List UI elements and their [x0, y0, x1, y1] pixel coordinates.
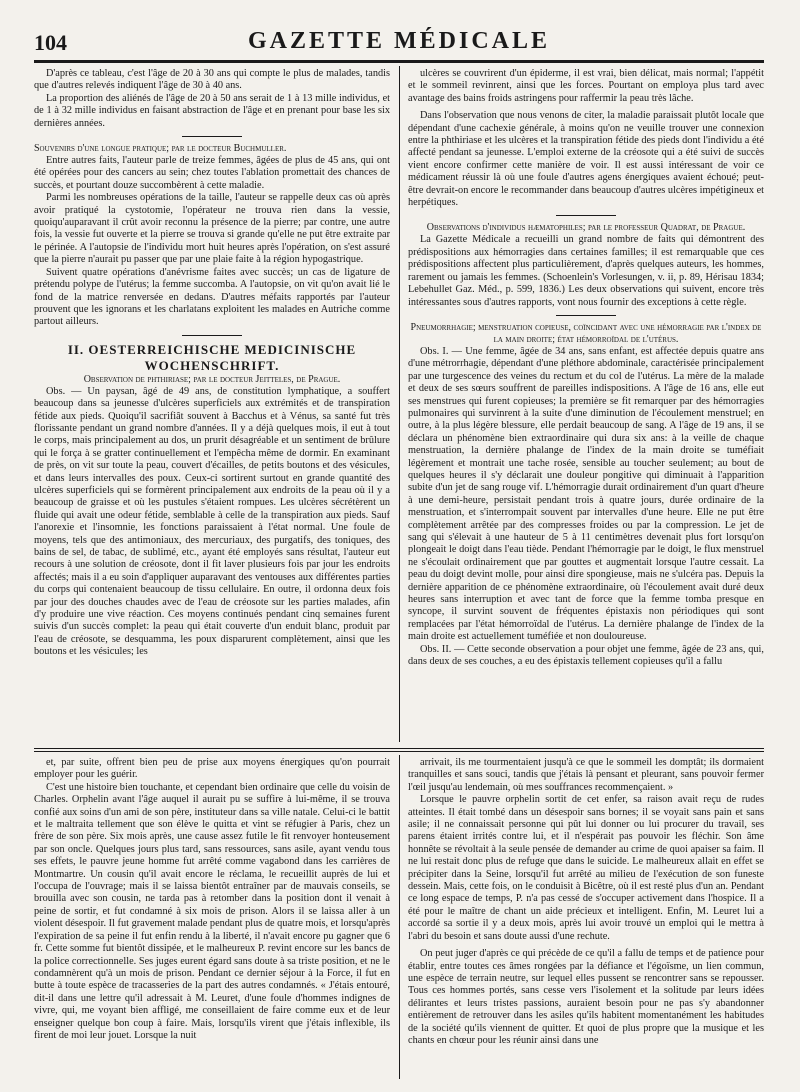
journal-title: GAZETTE MÉDICALE: [247, 28, 551, 54]
separator: [182, 335, 242, 336]
feuilleton-rule: [34, 751, 764, 752]
column-left-top: [34, 68, 390, 742]
column-divider: [399, 66, 400, 742]
column-divider: [399, 755, 400, 1079]
paragraph: Obs. I. — Une femme, âgée de 34 ans, sans enfant, est affectée depuis quatre ans d'une métrorrhagie, dépendant d'une pléthore abdominale, caractérisée principalement par une turgescence des veines du rectum et du col de l'utérus. La mère de la malade et deux de ses sœurs souffrent de pareilles indispositions. A l'âge de 16 ans, elle eut ses menstrues qui furent copieuses; la première se fit remarquer par des hémorragies pulmonaires qui survinrent à la suite d'une diminution de l'écoulement menstruel; en outre, à la plus légère blessure, elle perdait beaucoup de sang. A l'âge de 19 ans, il se déclara un phénomène bien extraordinaire qui dura six ans: à la veille de chaque menstruation, la dernière phalange de l'index de la main droite se tuméfiait légèrement et montrait une tache rosée, sensible au toucher seulement; au bout de quelques heures il s'y déclarait une douleur pongitive qui diminuait à l'apparition subite d'un jet de sang rouge vif. L'hémorragie durait ordinairement d'un quart d'heure à une demi-heure, persistait pendant trois à quatre jours, durée ordinaire de la menstruation, et s'interrompait souvent par intervalles d'une heure. Elle ne put être complètement arrêtée par des compresses froides ou par la compression. Le jet de sang qui s'élevait à une hauteur de 5 à 11 centimètres devenait plus fort lorsqu'on plongeait le doigt dans l'eau tiède. Pendant l'hémorragie par le doigt, le flux menstruel ne s'écoulait ordinairement que par gouttes et augmentait lorsque l'autre cessait. La peau du doigt devint molle, pour ainsi dire spongieuse, mais ne s'ulcéra pas. Depuis la dernière apparition de ce phénomène extraordinaire, où l'écoulement avait duré deux heures sans interruption et avec tant de force que la femme tomba presque en syncope, il survint souvent de fréquentes épistaxis non périodiques qui sont remplacées par l'état hémorroïdal de l'utérus. La dernière phalange de l'index de la main droite est actuellement tuméfiée et non douloureuse.: [408, 345, 764, 643]
column-right-bottom: [408, 757, 764, 1079]
separator: [556, 315, 616, 316]
paragraph: Parmi les nombreuses opérations de la taille, l'auteur se rappelle deux cas où après avoir pratiqué la cystotomie, l'opérateur ne trouva rien dans la vessie, quoiqu'auparavant il crût avoir reconnu la présence de la pierre; par contre, une autre fois, la vessie fut ouverte et la pierre se trouva si grande qu'elle ne put être extraite par le périnée. A l'autopsie de l'individu mort huit heures après l'opération, on s'est assuré que la pierre n'aurait pu passer que par une plaie faite à la région hypogastrique.: [34, 192, 390, 266]
paragraph: Lorsque le pauvre orphelin sortit de cet enfer, sa raison avait reçu de rudes atteintes. Il était tombé dans un désespoir sans bornes; il se voyait sans pain et sans asile; il ne connaissait personne qui pût lui donner ou lui procurer du travail, ses parens étaient irrités contre lui, et il n'espérait pas pouvoir les fléchir. Son âme honnête se révoltait à la seule pensée de demander au crime de quoi apaiser sa faim. Il ne lui restait donc plus de refuge que dans le suicide. Le malheureux allait en effet se précipiter dans la Seine, lorsqu'il fut arrêté au milieu de l'exécution de son funeste dessein. Mais, cette fois, on le conduisit à Bicêtre, où il est resté plus d'un an. Pendant ce long espace de temps, P. n'a pas cessé de s'occuper activement dans l'hospice. Il a été pour le maître de chant un aide précieux et intelligent. Enfin, M. Leuret lui a accordé sa sortie il y a deux mois, après lui avoir trouvé un emploi qui le mettra à l'abri du besoin et sans doute aussi d'une rechute.: [408, 794, 764, 942]
paragraph: D'après ce tableau, c'est l'âge de 20 à 30 ans qui compte le plus de malades, tandis que d'autres relevés indiquent l'âge de 30 à 40 ans.: [34, 68, 390, 92]
section-heading: Pneumorrhagie; menstruation copieuse, coïncidant avec une hémorragie par l'index de la main droite; état hémorroïdal de l'utérus.: [410, 321, 762, 345]
paragraph: et, par suite, offrent bien peu de prise aux moyens énergiques qu'on pourrait employer pour les guérir.: [34, 757, 390, 781]
section-title: II. OESTERREICHISCHE MEDICINISCHE WOCHENSCHRIFT.: [67, 341, 357, 373]
paragraph: Entre autres faits, l'auteur parle de treize femmes, âgées de plus de 45 ans, qui ont été opérées pour des cancers au sein; chez toutes l'ablation promettait des chances de succès, et pourtant douze succombèrent à cette maladie.: [34, 155, 390, 191]
paragraph: On peut juger d'après ce qui précède de ce qu'il a fallu de temps et de patience pour établir, entre toutes ces âmes rongées par la défiance et l'égoïsme, un lien commun, une espèce de terrain neutre, sur lequel elles pussent se rencontrer sans se repousser. Tous ces hommes portés, sans cesse vers l'isolement et la solitude par leurs idées délirantes et leurs tristes passions, auraient besoin pour ne pas s'y abandonner entièrement de retrouver dans les asiles qu'ils habitent momentanément les habitudes de la société qu'ils viennent de quitter. Et quoi de plus propre que la musique et les chants en chœur pour les réunir ainsi dans une: [408, 948, 764, 1046]
page-number: 104: [34, 30, 67, 55]
separator: [556, 215, 616, 216]
paragraph: arrivait, ils me tourmentaient jusqu'à ce que le sommeil les domptât; ils dormaient tranquilles et sans souci, tandis que j'étais là pensant et pleurant, sans pouvoir fermer l'œil jusqu'au lendemain, où mes souffrances recommençaient. »: [408, 757, 764, 793]
paragraph: ulcères se couvrirent d'un épiderme, il est vrai, bien délicat, mais normal; l'appétit et le sommeil revinrent, ainsi que les forces. Pourtant on employa plus tard avec avantage des bains froids astringens pour raffermir la peau très lâche.: [408, 68, 764, 104]
feuilleton-rule: [34, 748, 764, 749]
header-rule: [34, 60, 764, 63]
paragraph: Obs. II. — Cette seconde observation a pour objet une femme, âgée de 23 ans, qui, dans deux de ses couches, a eu des épistaxis tellement copieuses qu'il a fallu: [408, 643, 764, 668]
separator: [182, 136, 242, 137]
paragraph: La Gazette Médicale a recueilli un grand nombre de faits qui démontrent des prédispositions aux hémorragies dans certaines familles; il est remarquable que ces prédispositions affectent plus particulièrement, d'après quelques auteurs, les hommes, rarement ou jamais les femmes. (Schoenlein's Vorlesungen, v. ii, p. 89, Hérisau 1834; Lebehullet Gaz. Méd., p. 599, 1836.) Les deux observations qui suivent, encore très intéressantes sous d'autres rapports, vont nous fournir des exceptions à cette règle.: [408, 234, 764, 308]
page-header: [34, 28, 764, 58]
column-left-bottom: [34, 757, 390, 1079]
paragraph: Obs. — Un paysan, âgé de 49 ans, de constitution lymphatique, a souffert beaucoup dans sa jeunesse d'ulcères superficiels aux extrémités et de transpiration fétide aux pieds. Quoiqu'il sacrifiât souvent à Bacchus et à Vénus, sa santé fut très florissante pendant un grand nombre d'années. Il y a déjà quelques mois, il eut à tout le corps, mais principalement au dos, un prurit désagréable et un sentiment de brûlure qui le força à se gratter continuellement et l'empêcha même de dormir. En examinant de près, on vit sur toute la peau, couvert d'écailles, de petits boutons et des vésicules, et dans leurs intervalles des poux. Ceux-ci sortirent surtout en grande quantité des ulcères superficiels qui se formèrent principalement aux endroits de la peau où il y a beaucoup de graisse et où les pustules s'étaient rompues. Les ulcères sécrétèrent un fluide qui avait une odeur fétide, semblable à celle de la transpiration aux pieds. Sauf l'anorexie et l'insomnie, les fonctions paraissaient à l'état normal. Une foule de moyens, tels que des antimoniaux, des mercuriaux, des purgatifs, des toniques, des bains de sel, de tabac, de sublimé, etc., ayant été employés sans résultat, l'auteur eut recours à une solution de créosote, dont il fit laver plusieurs fois par jour les endroits affectés; mais il a eu soin d'appliquer auparavant des ventouses aux différentes parties du corps qui contenaient beaucoup de tissu cellulaire. En outre, il ordonna deux fois par jour des douches chaudes avec de l'eau de créosote sur les parties malades, afin d'y produire une vive réaction. Ces moyens continués pendant cinq semaines furent suivis d'un succès complet: la peau qui était couverte d'un enduit blanc, produit par l'eau de créosote, se desquamma, les poux disparurent complètement, ainsi que les boutons et les vésicules; les: [34, 385, 390, 658]
section-heading: Observation de phthiriase; par le docteur Jeitteles, de Prague.: [83, 373, 341, 385]
section-heading: Souvenirs d'une longue pratique; par le docteur Buchmuller.: [34, 143, 287, 155]
paragraph: Suivent quatre opérations d'anévrisme faites avec succès; un cas de ligature de prétendu polype de l'utérus; la femme succomba. A l'autopsie, on vit qu'on avait lié le fond de la matrice renversée en dedans. D'autres méfaits rapportés par l'auteur prouvent que les ignorans et les charlatans exploitent les malades en Autriche comme partout ailleurs.: [34, 266, 390, 328]
paragraph: La proportion des aliénés de l'âge de 20 à 50 ans serait de 1 à 13 mille individus, et de 1 à 32 mille individus en faisant abstraction de l'âge et en prenant pour base les six dernières années.: [34, 92, 390, 129]
paragraph: C'est une histoire bien touchante, et cependant bien ordinaire que celle du voisin de Charles. Orphelin avant l'âge auquel il aurait pu se suffire à lui-même, il se trouva confié aux soins d'un ami de son père, instituteur dans sa ville natale. Celui-ci le battit et le maltraita tellement que son élève le quitta et vint se réfugier à Paris, chez un frère de son père. Six mois après, une cause assez futile le fit renvoyer honteusement par son oncle. Quelques jours plus tard, sans ressources, sans asile, ayant vendu tous ses effets, le pauvre jeune homme fut arrêté comme vagabond dans les carrières de Montmartre. Un cousin qu'il avait encore le réclama, le recueillit auprès de lui et l'occupa de l'ouvrage; mais il se laissa bientôt entraîner par de mauvais conseils, se brouilla avec son cousin, ne tarda pas à retomber dans la position dont il venait à peine de sortir, et fut condamné à six mois de prison. Alors il se laissa aller à un violent désespoir. Il fut gravement malade pendant plus de quatre mois, et lorsqu'après l'expiration de sa peine il fut enfin rendu à la liberté, il n'avait encore pu gagner que 6 fr. Cette somme fut bientôt dissipée, et le malheureux P. revint encore sur les bancs de la police correctionnelle. Ses juges eurent égard sans doute à sa triste position, et ne le condamnèrent qu'à un mois de prison. Pendant ce dernier séjour à la Force, il fut en butte à toute espèce de tracasseries de la part des autres condamnés. « J'étais entouré, dit-il dans une lettre qu'il adressait à M. Leuret, d'une foule d'hommes indignes de vivre, qui, me voyant bien affligé, me conseillaient de faire comme eux et de leur enseigner quelque bon coup à faire. Mais, lorsqu'ils virent que j'étais inflexible, ils firent de moi leur jouet. Lorsque la nuit: [34, 781, 390, 1041]
paragraph: Dans l'observation que nous venons de citer, la maladie paraissait plutôt locale que dépendant d'une cachexie générale, à moins qu'on ne veuille trouver une connexion entre la phthiriase et les ulcères et la transpiration fétide des pieds dont l'individu a été affecté pendant sa jeunesse. L'emploi externe de la créosote qui a été suivi de succès vient encore confirmer cette manière de voir. Il est aussi intéressant de voir ce médicament réussir là où une foule d'autres agens énergiques avaient échoué; peut-être devrait-on encore le recommander dans beaucoup d'autres ulcères impétigineux et herpétiques.: [408, 110, 764, 209]
section-heading: Observations d'individus hæmatophiles; par le professeur Quadrat, de Prague.: [426, 222, 746, 234]
column-right-top: [408, 68, 764, 742]
